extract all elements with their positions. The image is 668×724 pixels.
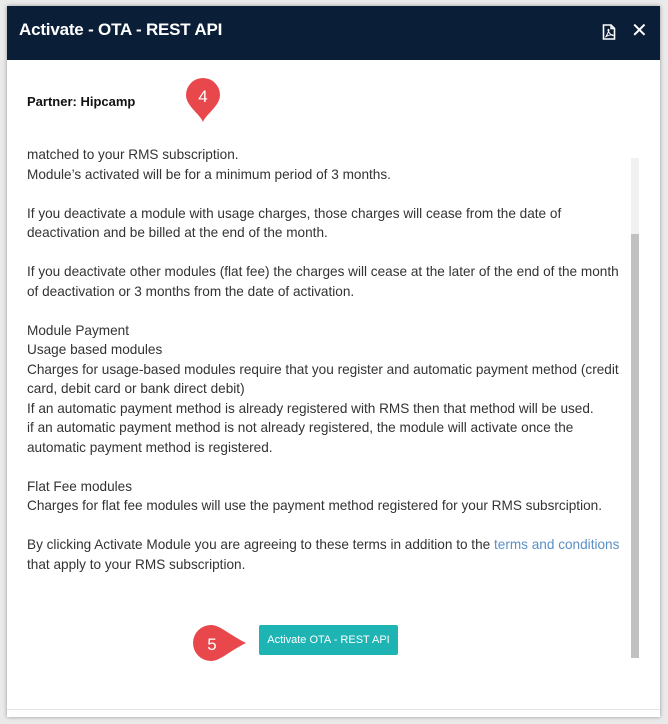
terms-usage-deactivation: If you deactivate a module with usage charges, those charges will cease from the date of deactivation and be billed at the end of the month.: [27, 205, 562, 240]
step-5-marker: [192, 622, 248, 664]
terms-cut-line: matched to your RMS subscription.: [27, 147, 239, 162]
activate-modal: [7, 6, 660, 717]
modal-footer-divider: [7, 709, 660, 710]
terms-minimum-period: Module’s activated will be for a minimum period of 3 months.: [27, 166, 391, 182]
usage-modules-heading: Usage based modules: [27, 342, 163, 357]
step-4-label: 4: [198, 87, 208, 106]
module-payment-heading: Module Payment: [27, 322, 130, 338]
step-5-label: 5: [207, 635, 217, 654]
terms-scroll-area[interactable]: [27, 147, 627, 658]
terms-and-conditions-link[interactable]: terms and conditions: [493, 537, 620, 552]
terms-content: [27, 145, 627, 574]
activate-module-button[interactable]: Activate OTA - REST API: [259, 625, 398, 655]
usage-charges-text: Charges for usage-based modules require that you register and automatic payment method (credit card, debit card or bank direct debit): [27, 361, 619, 396]
modal-header: [7, 6, 660, 60]
flat-fee-text: Charges for flat fee modules will use the payment method registered for your RMS subsrciption.: [27, 498, 602, 513]
agreement-suffix: that apply to your RMS subscription.: [27, 556, 246, 572]
terms-scrollbar[interactable]: [631, 158, 639, 658]
terms-flat-deactivation: If you deactivate other modules (flat fee) the charges will cease at the later of the end of the month of deactivation or 3 months from the date of activation.: [27, 264, 619, 299]
usage-not-registered-text: if an automatic payment method is not already registered, the module will activate once the automatic payment method is registered.: [27, 420, 574, 455]
pdf-document-icon[interactable]: [602, 24, 616, 45]
usage-registered-text: If an automatic payment method is already registered with RMS then that method will be used.: [27, 400, 594, 416]
agreement-prefix: By clicking Activate Module you are agreeing to these terms in addition to the: [27, 537, 491, 552]
agreement-text: [27, 535, 627, 574]
modal-title: Activate - OTA - REST API: [19, 20, 223, 39]
partner-label: Partner: Hipcamp: [27, 94, 136, 109]
close-icon[interactable]: ✕: [631, 20, 648, 42]
flat-fee-heading: Flat Fee modules: [27, 478, 133, 494]
scrollbar-thumb[interactable]: [631, 234, 639, 658]
step-4-marker: [182, 76, 224, 124]
